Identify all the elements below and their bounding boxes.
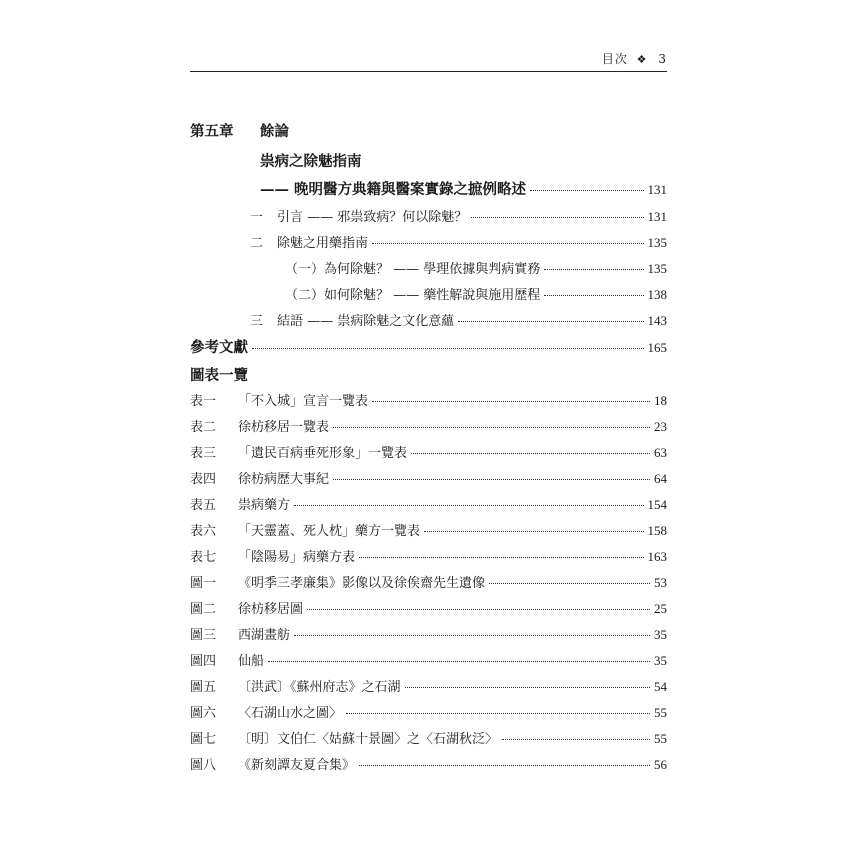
page-number: 35 [654, 627, 667, 642]
figure-label: 表四 [190, 472, 217, 487]
figure-row [190, 728, 667, 754]
section-row [190, 310, 667, 336]
figure-row [190, 520, 667, 546]
dot-leader [359, 557, 643, 558]
figure-row [190, 416, 667, 442]
figure-label: 表六 [190, 524, 217, 539]
figure-label: 圖四 [190, 654, 217, 669]
figure-row [190, 624, 667, 650]
figure-row [190, 494, 667, 520]
figure-label: 表三 [190, 446, 217, 461]
dot-leader [333, 479, 650, 480]
figure-label: 圖五 [190, 680, 217, 695]
dot-leader [333, 427, 650, 428]
figures-heading-row [190, 364, 667, 390]
section-row [190, 258, 667, 284]
page-number: 54 [654, 679, 667, 694]
figure-row [190, 442, 667, 468]
section-row [190, 232, 667, 258]
figure-label: 表七 [190, 550, 217, 565]
dot-leader [405, 687, 650, 688]
page-number: 55 [654, 731, 667, 746]
dot-leader [489, 583, 650, 584]
dot-leader [372, 401, 650, 402]
figure-title: 徐枋移居圖 [238, 602, 304, 617]
section-title: （一）為何除魅？ —— 學理依據與判病實務 [285, 262, 541, 277]
figure-title: 《新刻譚友夏合集》 [238, 758, 356, 773]
page-number: 35 [654, 653, 667, 668]
dot-leader [294, 505, 643, 506]
chapter-heading [190, 120, 667, 150]
section-title: 除魅之用藥指南 [277, 236, 369, 251]
page-number: 64 [654, 471, 667, 486]
page-number: 131 [647, 182, 667, 197]
section-text [190, 258, 540, 277]
dot-leader [294, 635, 650, 636]
running-header [190, 50, 667, 70]
figure-label: 圖七 [190, 732, 217, 747]
references-label: 參考文獻 [190, 339, 248, 356]
figure-row [190, 650, 667, 676]
page-number: 23 [654, 419, 667, 434]
article-subtitle: —— 晚明醫方典籍與醫案實錄之摭例略述 [260, 181, 527, 198]
article-title-row [190, 150, 667, 178]
figure-label: 表一 [190, 394, 217, 409]
section-number: 二 [250, 236, 264, 251]
dot-leader [268, 661, 650, 662]
section-row [190, 206, 667, 232]
figure-row [190, 546, 667, 572]
figure-title: 祟病藥方 [238, 498, 291, 513]
page-number: 53 [654, 575, 667, 590]
dot-leader [458, 321, 643, 322]
figure-title: 「天靈蓋、死人枕」藥方一覽表 [238, 524, 421, 539]
page-number: 135 [647, 261, 667, 276]
header-title: 目次 [601, 52, 628, 66]
figure-row [190, 598, 667, 624]
header-page-number: 3 [658, 52, 667, 66]
figure-row [190, 702, 667, 728]
page-number: 25 [654, 601, 667, 616]
article-subtitle-row [190, 178, 667, 206]
dot-leader [359, 765, 650, 766]
figure-label: 表二 [190, 420, 217, 435]
figure-label: 圖六 [190, 706, 217, 721]
section-text [190, 284, 540, 303]
dot-leader [307, 609, 650, 610]
page-number: 18 [654, 393, 667, 408]
chapter-label: 第五章 [190, 123, 234, 140]
figure-title: 「不入城」宣言一覽表 [238, 394, 369, 409]
figure-label: 圖八 [190, 758, 217, 773]
section-list [190, 206, 667, 336]
figure-title: 〔明〕文伯仁〈姑蘇十景圖〉之〈石湖秋泛〉 [238, 732, 499, 747]
page-number: 154 [647, 497, 667, 512]
figure-label: 圖二 [190, 602, 217, 617]
figure-row [190, 676, 667, 702]
figure-label: 圖三 [190, 628, 217, 643]
figure-title: 仙船 [238, 654, 265, 669]
article-title: 祟病之除魅指南 [260, 153, 362, 170]
figure-title: 徐枋病歷大事紀 [238, 472, 330, 487]
section-text [190, 310, 454, 329]
dot-leader [411, 453, 650, 454]
dot-leader [252, 348, 644, 349]
figure-label: 表五 [190, 498, 217, 513]
figure-row [190, 468, 667, 494]
page-number: 163 [647, 549, 667, 564]
page-number: 135 [647, 235, 667, 250]
section-number: 三 [250, 314, 264, 329]
page-number: 158 [647, 523, 667, 538]
dot-leader [372, 243, 643, 244]
figures-heading: 圖表一覽 [190, 367, 248, 384]
figure-title: 西湖畫舫 [238, 628, 291, 643]
page-number: 55 [654, 705, 667, 720]
references-row [190, 336, 667, 364]
section-text [190, 232, 368, 251]
figure-row [190, 754, 667, 780]
section-title: （二）如何除魅？ —— 藥性解說與施用歷程 [285, 288, 541, 303]
dot-leader [544, 269, 643, 270]
chapter-title: 餘論 [260, 123, 289, 140]
figure-title: 「陰陽易」病藥方表 [238, 550, 356, 565]
dot-leader [530, 190, 643, 191]
page-number: 56 [654, 757, 667, 772]
dot-leader [424, 531, 643, 532]
figure-label: 圖一 [190, 576, 217, 591]
page-number: 63 [654, 445, 667, 460]
figure-row [190, 572, 667, 598]
header-rule [190, 71, 667, 72]
ornament-icon: ❖ [636, 53, 648, 66]
section-number: 一 [250, 210, 264, 225]
figure-row [190, 390, 667, 416]
section-text [190, 206, 467, 225]
dot-leader [502, 739, 650, 740]
figure-title: 徐枋移居一覽表 [238, 420, 330, 435]
figure-title: 〔洪武〕《蘇州府志》之石湖 [238, 680, 401, 695]
figure-title: 「遺民百病垂死形象」一覽表 [238, 446, 408, 461]
section-title: 結語 —— 祟病除魅之文化意蘊 [277, 314, 455, 329]
table-of-contents [190, 120, 667, 780]
page-number: 131 [647, 209, 667, 224]
dot-leader [346, 713, 650, 714]
dot-leader [471, 217, 643, 218]
page-number: 138 [647, 287, 667, 302]
page-number: 143 [647, 313, 667, 328]
dot-leader [544, 295, 643, 296]
figure-title: 〈石湖山水之圖〉 [238, 706, 343, 721]
figure-title: 《明季三孝廉集》影像以及徐俟齋先生遺像 [238, 576, 486, 591]
page-number: 165 [647, 340, 667, 355]
figure-list [190, 390, 667, 780]
section-row [190, 284, 667, 310]
section-title: 引言 —— 邪祟致病？何以除魅？ [277, 210, 468, 225]
